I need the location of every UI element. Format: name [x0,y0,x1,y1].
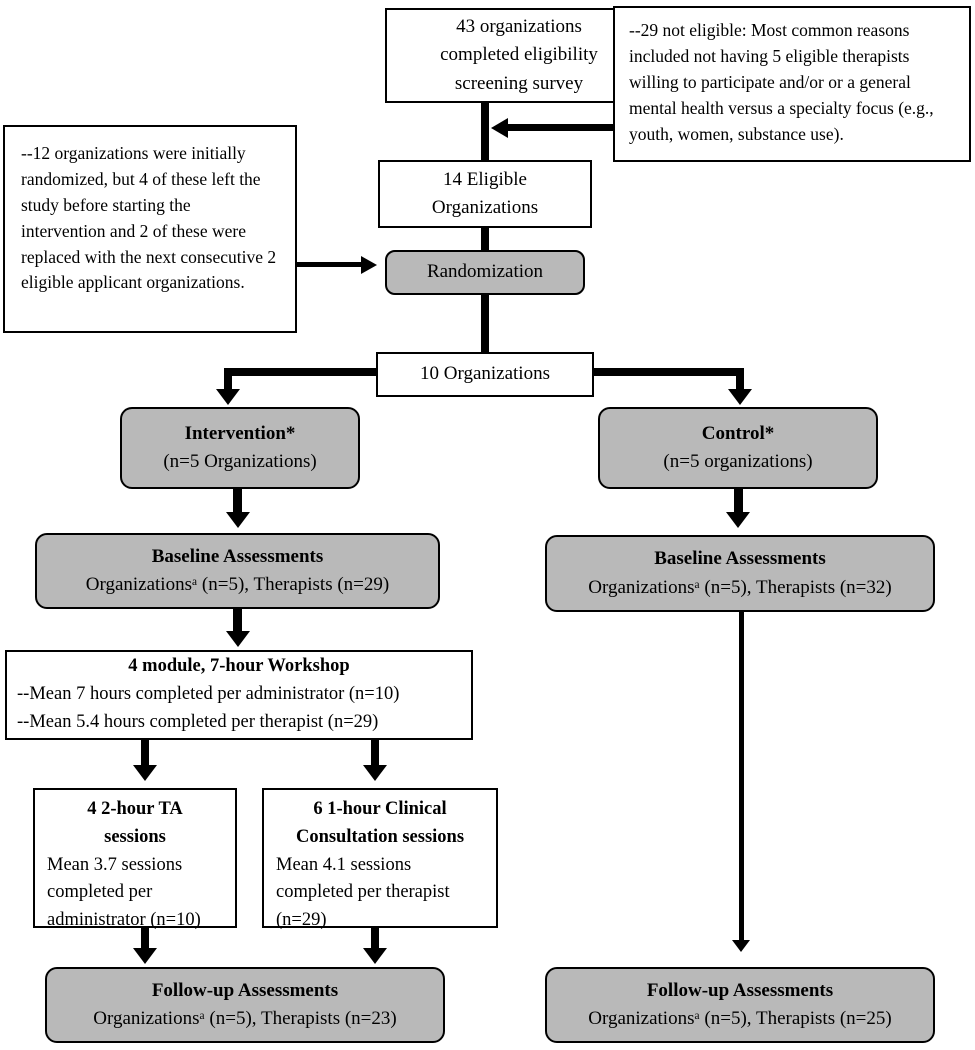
branch-right-vertical [736,368,744,390]
initially-randomized-text: --12 organizations were initially randomized, but 4 of these left the study before starting the intervention and 2 of these were replaced with the next consecutive 2 eligible applicant organizations. [21,143,277,293]
followup-intervention-box [45,967,445,1043]
arrowhead-baseline-right-down [726,512,750,528]
clinical-consultation-body: Mean 4.1 sessions completed per therapist (n=29) [276,854,450,930]
not-eligible-box [613,6,971,162]
arrowhead-control-down [728,389,752,405]
ta-sessions-title: 4 2-hour TA sessions [87,799,183,847]
arrowhead-intervention-down [216,389,240,405]
branch-right-horizontal [594,368,744,376]
randomization-text: Randomization [426,261,544,283]
ta-sessions-box [33,788,237,928]
ten-orgs-text: 10 Organizations [420,363,550,385]
baseline-intervention-body: Organizationsᵃ (n=5), Therapists (n=29) [85,574,390,595]
screening-text: 43 organizations completed eligibility screening survey [440,15,598,94]
arrowhead-followup-left-b [363,948,387,964]
initially-randomized-box [3,125,297,333]
followup-control-box [545,967,935,1043]
connector-baseline-followup-control [739,612,744,941]
control-subtitle: (n=5 organizations) [663,451,813,472]
workshop-title: 4 module, 7-hour Workshop [128,656,350,677]
baseline-control-body: Organizationsᵃ (n=5), Therapists (n=32) [588,576,892,598]
clinical-consultation-box [262,788,498,928]
branch-left-horizontal [224,368,376,376]
intervention-box [120,407,360,489]
control-title: Control* [701,422,775,444]
workshop-line-2: --Mean 5.4 hours completed per therapist (n=29) [17,711,379,732]
control-box [598,407,878,489]
clinical-consultation-title: 6 1-hour Clinical Consultation sessions [295,799,465,847]
followup-control-title: Follow-up Assessments [646,979,834,1001]
intervention-subtitle: (n=5 Organizations) [163,451,317,472]
arrowhead-baseline-left-down [226,512,250,528]
arrowhead-workshop-down [226,631,250,647]
arrowhead-not-eligible-left [491,118,508,138]
ta-sessions-body: Mean 3.7 sessions completed per administrator (n=10) [47,854,201,930]
not-eligible-text: --29 not eligible: Most common reasons included not having 5 eligible therapists willing to participate and/or or a general mental health versus a specialty focus (e.g., youth, women, substance use). [629,20,934,144]
arrowhead-ta-down [133,765,157,781]
baseline-intervention-box [35,533,440,609]
eligible-text: 14 Eligible Organizations [431,168,539,218]
connector-initially-randomized [297,262,363,267]
arrowhead-followup-left-a [133,948,157,964]
arrowhead-randomization-right [361,256,377,274]
arrowhead-followup-right-down [732,940,750,952]
workshop-box [5,650,473,740]
ten-orgs-box [376,352,594,397]
baseline-control-box [545,535,935,612]
baseline-control-title: Baseline Assessments [654,548,826,569]
followup-intervention-body: Organizationsᵃ (n=5), Therapists (n=23) [93,1008,397,1029]
connector-not-eligible [506,124,613,131]
connector-control-baseline [734,489,743,514]
connector-eligible-randomization [481,228,489,251]
branch-left-vertical [224,368,232,390]
intervention-title: Intervention* [184,422,296,444]
connector-randomization-tenorgs [481,295,489,353]
randomization-box [385,250,585,295]
baseline-intervention-title: Baseline Assessments [151,545,324,567]
connector-workshop-clinical [371,740,379,767]
workshop-line-1: --Mean 7 hours completed per administrator (n=10) [17,684,400,705]
connector-baseline-workshop [233,609,242,633]
arrowhead-clinical-down [363,765,387,781]
followup-control-body: Organizationsᵃ (n=5), Therapists (n=25) [588,1008,892,1029]
connector-intervention-baseline [233,489,242,514]
eligible-box [378,160,592,228]
connector-workshop-ta [141,740,149,767]
followup-intervention-title: Follow-up Assessments [151,979,339,1001]
connector-screening-eligible [481,103,489,160]
